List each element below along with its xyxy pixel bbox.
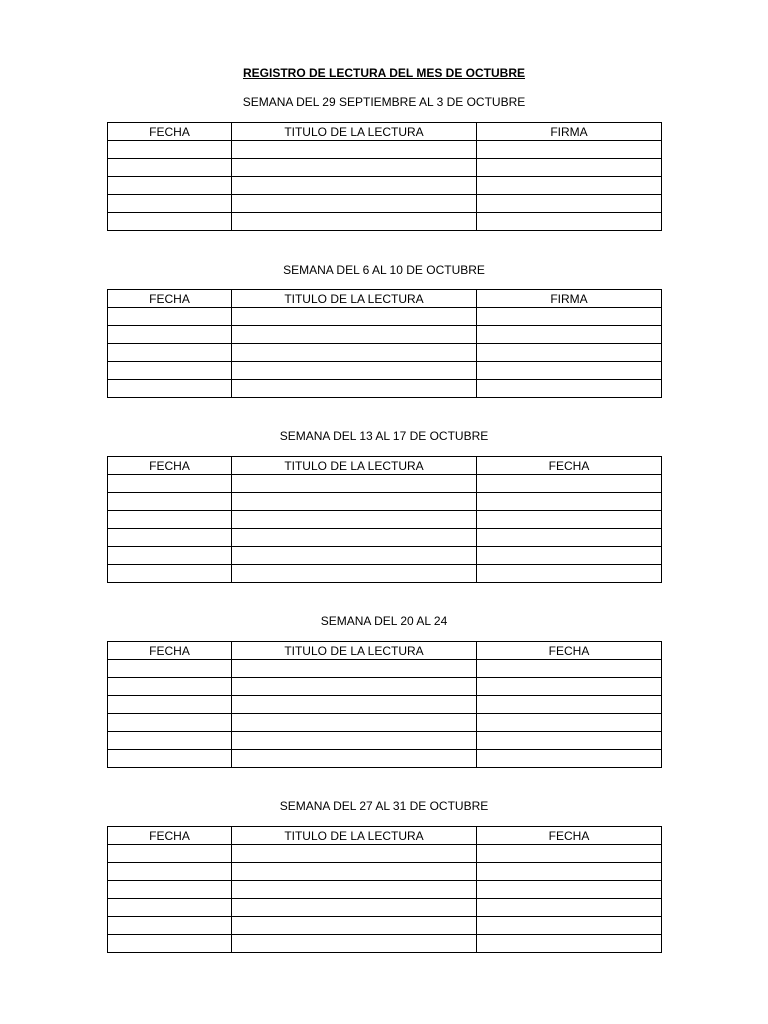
- cell-firma[interactable]: [477, 881, 662, 899]
- cell-fecha[interactable]: [108, 863, 232, 881]
- table-row: [108, 660, 662, 678]
- column-header-titulo: TITULO DE LA LECTURA: [232, 123, 477, 141]
- cell-fecha[interactable]: [108, 565, 232, 583]
- cell-fecha[interactable]: [108, 362, 232, 380]
- table-row: [108, 935, 662, 953]
- cell-titulo[interactable]: [232, 475, 477, 493]
- week-heading: SEMANA DEL 27 AL 31 DE OCTUBRE: [279, 799, 489, 813]
- cell-firma[interactable]: [477, 308, 662, 326]
- cell-firma[interactable]: [477, 935, 662, 953]
- table-row: [108, 750, 662, 768]
- week-heading: SEMANA DEL 6 AL 10 DE OCTUBRE: [283, 263, 485, 277]
- cell-titulo[interactable]: [232, 660, 477, 678]
- cell-firma[interactable]: [477, 511, 662, 529]
- cell-fecha[interactable]: [108, 547, 232, 565]
- cell-firma[interactable]: [477, 863, 662, 881]
- cell-fecha[interactable]: [108, 917, 232, 935]
- table-row: [108, 696, 662, 714]
- cell-titulo[interactable]: [232, 565, 477, 583]
- cell-firma[interactable]: [477, 750, 662, 768]
- reading-log-table: [107, 289, 662, 398]
- cell-firma[interactable]: [477, 678, 662, 696]
- cell-titulo[interactable]: [232, 750, 477, 768]
- cell-fecha[interactable]: [108, 344, 232, 362]
- cell-titulo[interactable]: [232, 899, 477, 917]
- table-header-row: [108, 290, 662, 308]
- table-row: [108, 493, 662, 511]
- week-heading: SEMANA DEL 29 SEPTIEMBRE AL 3 DE OCTUBRE: [242, 95, 526, 109]
- reading-log-table: [107, 641, 662, 768]
- cell-fecha[interactable]: [108, 326, 232, 344]
- cell-firma[interactable]: [477, 380, 662, 398]
- cell-fecha[interactable]: [108, 159, 232, 177]
- table-row: [108, 362, 662, 380]
- table-row: [108, 845, 662, 863]
- column-header-fecha: FECHA: [108, 457, 232, 475]
- column-header-fecha: FECHA: [108, 123, 232, 141]
- cell-firma[interactable]: [477, 475, 662, 493]
- cell-fecha[interactable]: [108, 177, 232, 195]
- cell-firma[interactable]: [477, 177, 662, 195]
- cell-fecha[interactable]: [108, 845, 232, 863]
- cell-fecha[interactable]: [108, 935, 232, 953]
- column-header-fecha-2: FECHA: [477, 457, 662, 475]
- table-row: [108, 213, 662, 231]
- column-header-firma: FIRMA: [477, 123, 662, 141]
- cell-fecha[interactable]: [108, 195, 232, 213]
- cell-titulo[interactable]: [232, 935, 477, 953]
- table-row: [108, 547, 662, 565]
- cell-titulo[interactable]: [232, 195, 477, 213]
- cell-firma[interactable]: [477, 696, 662, 714]
- column-header-titulo: TITULO DE LA LECTURA: [232, 642, 477, 660]
- cell-titulo[interactable]: [232, 177, 477, 195]
- table-row: [108, 881, 662, 899]
- column-header-fecha-2: FECHA: [477, 642, 662, 660]
- cell-firma[interactable]: [477, 362, 662, 380]
- cell-fecha[interactable]: [108, 881, 232, 899]
- cell-titulo[interactable]: [232, 380, 477, 398]
- cell-fecha[interactable]: [108, 493, 232, 511]
- cell-firma[interactable]: [477, 899, 662, 917]
- table-row: [108, 511, 662, 529]
- table-row: [108, 732, 662, 750]
- reading-log-table: [107, 826, 662, 953]
- column-header-titulo: TITULO DE LA LECTURA: [232, 827, 477, 845]
- cell-fecha[interactable]: [108, 380, 232, 398]
- cell-titulo[interactable]: [232, 326, 477, 344]
- table-row: [108, 863, 662, 881]
- week-heading: SEMANA DEL 20 AL 24: [320, 614, 448, 628]
- cell-firma[interactable]: [477, 195, 662, 213]
- cell-fecha[interactable]: [108, 678, 232, 696]
- table-row: [108, 177, 662, 195]
- cell-fecha[interactable]: [108, 511, 232, 529]
- cell-firma[interactable]: [477, 493, 662, 511]
- cell-fecha[interactable]: [108, 696, 232, 714]
- column-header-firma: FIRMA: [477, 290, 662, 308]
- reading-log-table: [107, 456, 662, 583]
- table-row: [108, 195, 662, 213]
- table-row: [108, 899, 662, 917]
- column-header-titulo: TITULO DE LA LECTURA: [232, 290, 477, 308]
- cell-fecha[interactable]: [108, 899, 232, 917]
- cell-titulo[interactable]: [232, 308, 477, 326]
- cell-fecha[interactable]: [108, 750, 232, 768]
- cell-titulo[interactable]: [232, 714, 477, 732]
- cell-firma[interactable]: [477, 213, 662, 231]
- cell-firma[interactable]: [477, 732, 662, 750]
- cell-fecha[interactable]: [108, 714, 232, 732]
- reading-log-table: [107, 122, 662, 231]
- cell-fecha[interactable]: [108, 308, 232, 326]
- table-row: [108, 308, 662, 326]
- cell-firma[interactable]: [477, 714, 662, 732]
- table-row: [108, 565, 662, 583]
- cell-firma[interactable]: [477, 529, 662, 547]
- column-header-titulo: TITULO DE LA LECTURA: [232, 457, 477, 475]
- cell-titulo[interactable]: [232, 917, 477, 935]
- cell-titulo[interactable]: [232, 344, 477, 362]
- week-heading: SEMANA DEL 13 AL 17 DE OCTUBRE: [279, 429, 489, 443]
- table-row: [108, 344, 662, 362]
- cell-firma[interactable]: [477, 344, 662, 362]
- cell-titulo[interactable]: [232, 881, 477, 899]
- cell-firma[interactable]: [477, 845, 662, 863]
- column-header-fecha: FECHA: [108, 827, 232, 845]
- cell-firma[interactable]: [477, 660, 662, 678]
- cell-titulo[interactable]: [232, 529, 477, 547]
- cell-fecha[interactable]: [108, 732, 232, 750]
- cell-fecha[interactable]: [108, 529, 232, 547]
- cell-fecha[interactable]: [108, 141, 232, 159]
- cell-titulo[interactable]: [232, 696, 477, 714]
- table-row: [108, 529, 662, 547]
- cell-fecha[interactable]: [108, 213, 232, 231]
- column-header-fecha: FECHA: [108, 642, 232, 660]
- cell-titulo[interactable]: [232, 213, 477, 231]
- cell-firma[interactable]: [477, 917, 662, 935]
- cell-titulo[interactable]: [232, 547, 477, 565]
- cell-titulo[interactable]: [232, 159, 477, 177]
- table-row: [108, 326, 662, 344]
- table-header-row: [108, 123, 662, 141]
- table-header-row: [108, 827, 662, 845]
- table-row: [108, 917, 662, 935]
- cell-titulo[interactable]: [232, 511, 477, 529]
- table-row: [108, 475, 662, 493]
- cell-firma[interactable]: [477, 565, 662, 583]
- cell-firma[interactable]: [477, 547, 662, 565]
- cell-titulo[interactable]: [232, 863, 477, 881]
- cell-firma[interactable]: [477, 141, 662, 159]
- cell-firma[interactable]: [477, 326, 662, 344]
- column-header-fecha: FECHA: [108, 290, 232, 308]
- cell-titulo[interactable]: [232, 493, 477, 511]
- cell-titulo[interactable]: [232, 678, 477, 696]
- cell-fecha[interactable]: [108, 475, 232, 493]
- table-row: [108, 678, 662, 696]
- table-row: [108, 714, 662, 732]
- cell-firma[interactable]: [477, 159, 662, 177]
- table-row: [108, 159, 662, 177]
- table-row: [108, 141, 662, 159]
- table-header-row: [108, 642, 662, 660]
- cell-titulo[interactable]: [232, 845, 477, 863]
- page-title: REGISTRO DE LECTURA DEL MES DE OCTUBRE: [242, 66, 526, 80]
- cell-titulo[interactable]: [232, 732, 477, 750]
- table-header-row: [108, 457, 662, 475]
- cell-titulo[interactable]: [232, 141, 477, 159]
- column-header-fecha-2: FECHA: [477, 827, 662, 845]
- table-row: [108, 380, 662, 398]
- cell-titulo[interactable]: [232, 362, 477, 380]
- cell-fecha[interactable]: [108, 660, 232, 678]
